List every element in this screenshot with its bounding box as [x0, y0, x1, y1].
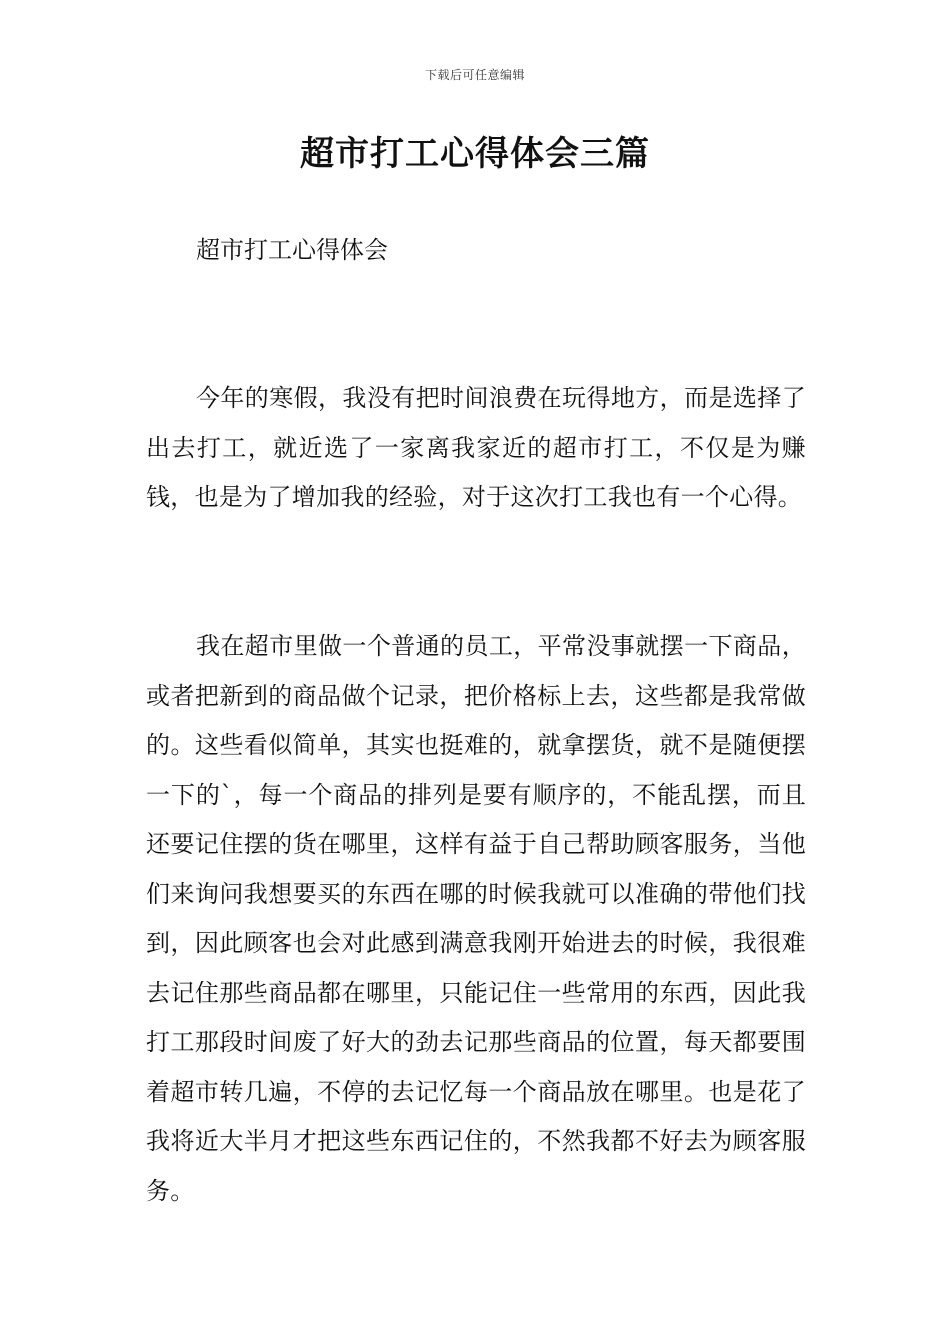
document-title: 超市打工心得体会三篇 — [300, 134, 650, 174]
section-subtitle: 超市打工心得体会 — [196, 236, 388, 264]
header-note: 下载后可任意编辑 — [424, 68, 525, 82]
paragraph-1: 今年的寒假，我没有把时间浪费在玩得地方，而是选择了出去打工，就近选了一家离我家近的超市打工，不仅是为赚钱，也是为了增加我的经验，对于这次打工我也有一个心得。 — [146, 384, 806, 511]
paragraph-2: 我在超市里做一个普通的员工，平常没事就摆一下商品，或者把新到的商品做个记录，把价格标上去，这些都是我常做的。这些看似简单，其实也挺难的，就拿摆货，就不是随便摆一下的`，每一个商品的排列是要有顺序的，不能乱摆，而且还要记住摆的货在哪里，这样有益于自己帮助顾客服务，当他们来询问我想要买的东西在哪的时候我就可以准确的带他们找到，因此顾客也会对此感到满意我刚开始进去的时候，我很难去记住那些商品都在哪里，只能记住一些常用的东西，因此我打工那段时间废了好大的劲去记那些商品的位置，每天都要围着超市转几遍，不停的去记忆每一个商品放在哪里。也是花了我将近大半月才把这些东西记住的，不然我都不好去为顾客服务。 — [146, 632, 806, 1205]
